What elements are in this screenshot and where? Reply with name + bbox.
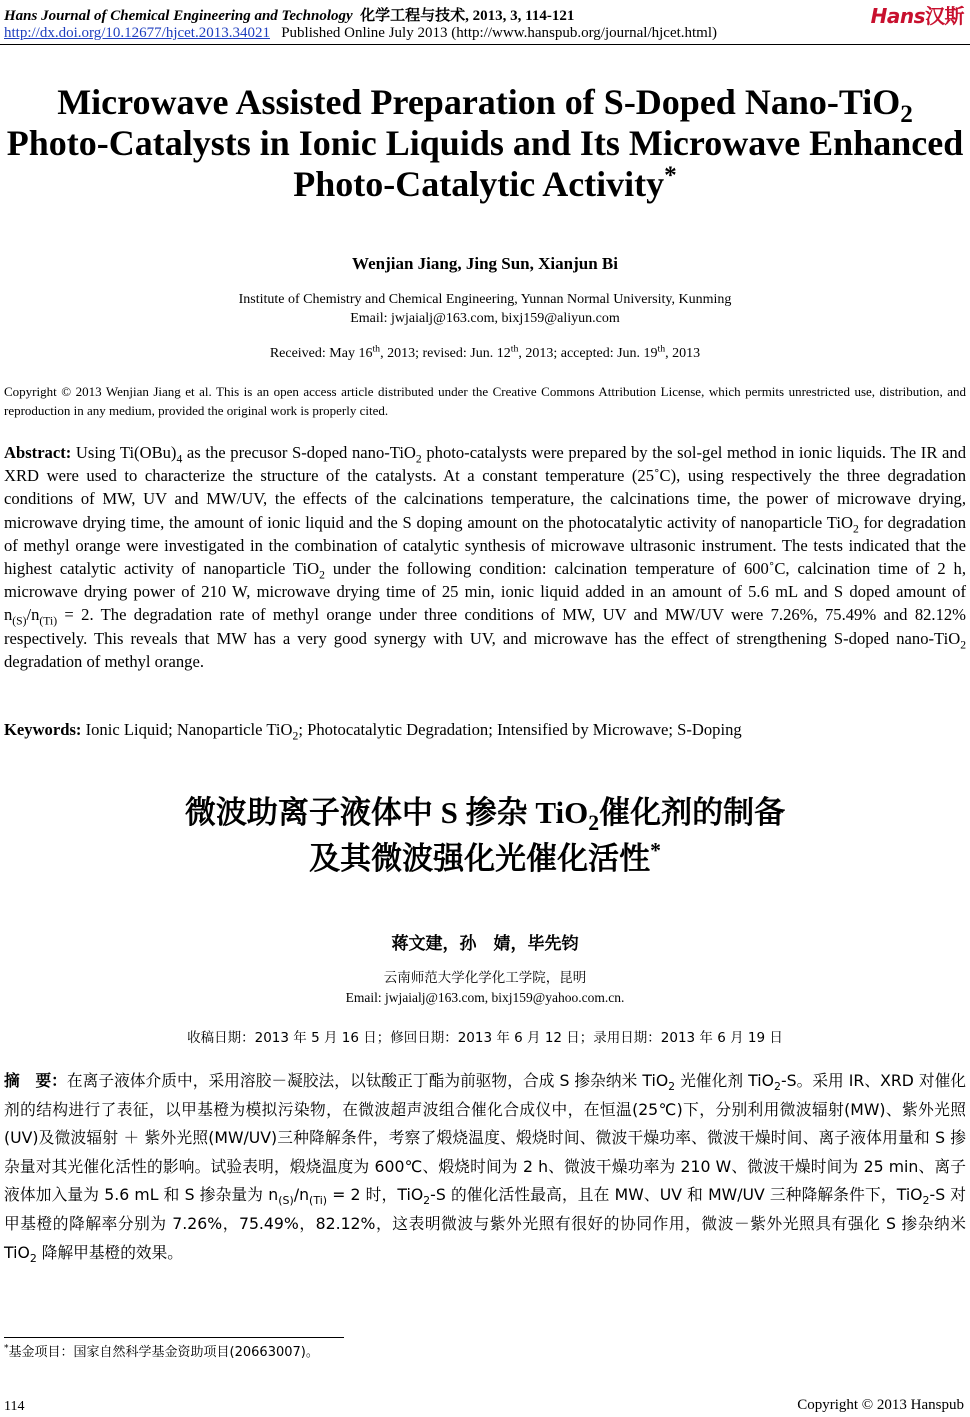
cn-authors: 蒋文建，孙 婧，毕先钧 [391,934,579,954]
doi-line [4,25,717,42]
journal-header [4,4,574,25]
copyright-notice: Copyright © 2013 Wenjian Jiang et al. This is an open access article distributed under the Creative Commons Attribution License, which permits unrestricted use, distribution, and reproduction in any medium, provided the original work is properly cited. [4,384,966,418]
page-number: 114 [4,1399,25,1414]
affiliation-block [0,290,970,328]
received-dates: Received: May 16th, 2013; revised: Jun. 12th, 2013; accepted: Jun. 19th, 2013 [269,343,701,361]
chinese-title [0,790,970,882]
journal-name: Hans Journal of Chemical Engineering and Technology [4,8,353,24]
abstract: Abstract: Using $Ti(OBu)_4$ as the precusor S-doped nano-TiO$_2$ photo-catalysts were prepared by the sol-gel method in ionic liquids. The IR and XRD were used to characterize the structure of the catalysts. At a constant temperature (25˚C), using respectively the three degradation conditions of MW, UV and MW/UV, the effects of the calcinations temperature, the calcinations time, the power of microwave drying, microwave drying time, the amount of ionic liquid and the S doping amount on the photocatalytic activity of nanoparticle TiO$_2$ for degradation of methyl orange were investigated in the combination of catalytic synthesis of microwave ultrasonic instrument. The tests indicated that the highest catalytic activity of nanoparticle TiO$_2$ under the following condition: calcination temperature of 600˚C, calcination time of 2 h, microwave drying power of 210 W, microwave drying time of 25 min, ionic liquid added in an amount of 5.6 mL and S doped amount of $n_{(S)}/n_{(Ti)} = 2$. The degradation rate of methyl orange under three conditions of MW, UV and MW/UV were 7.26%, 75.49% and 82.12% respectively. This reveals that MW has a very good synergy with UV, and microwave has the effect of strengthening S-doped nano-TiO$_2$ degradation of methyl orange. [4,443,966,671]
abstract-label: Abstract: [4,443,72,462]
keywords: Keywords: Ionic Liquid; Nanoparticle TiO$_2$; Photocatalytic Degradation; Intensified by Microwave; S-Doping [4,720,742,743]
logo-text-cn: 汉斯 [925,4,964,28]
cn-received-dates: 收稿日期：2013 年 5 月 16 日；修回日期：2013 年 6 月 12 日；录用日期：2013 年 6 月 19 日 [187,1030,783,1046]
logo-text: Hans [870,4,925,28]
header-divider [0,44,970,45]
cn-email: Email: jwjaialj@163.com, bixj159@yahoo.com.cn. [345,990,625,1005]
email: Email: jwjaialj@163.com, bixj159@aliyun.com [350,311,620,326]
cn-title-line-2: 及其微波强化光催化活性* [309,838,661,877]
title-line-2: Photo-Catalysts in Ionic Liquids and Its Microwave Enhanced [6,123,964,163]
keywords-label: Keywords: [4,720,82,739]
cn-title-line-1: 微波助离子液体中 S 掺杂 TiO$_2$催化剂的制备 [184,795,786,836]
title-line-3: Photo-Catalytic Activity* [293,162,677,204]
published-info: Published Online July 2013 (http://www.hanspub.org/journal/hjcet.html) [281,25,718,41]
cn-abstract: 摘 要：在离子液体介质中，采用溶胶－凝胶法，以钛酸正丁酯为前驱物，合成 S 掺杂纳米 TiO$_2$ 光催化剂 TiO$_2$-S。采用 IR、XRD 对催化剂的结构进行了表征，以甲基橙为模拟污染物，在微波超声波组合催化合成仪中，在恒温(25℃)下，分别利用微波辐射(MW)、紫外光照(UV)及微波辐射 ＋ 紫外光照(MW/UV)三种降解条件，考察了煅烧温度、煅烧时间、微波干燥功率、微波干燥时间、离子液体用量和 S 掺杂量对其光催化活性的影响。试验表明，煅烧温度为 600℃、煅烧时间为 2 h、微波干燥功率为 210 W、微波干燥时间为 25 min、离子液体加入量为 5.6 mL 和 S 掺杂量为 $n_{(S)}/n_{(Ti)} = 2$ 时，TiO$_2$-S 的催化活性最高，且在 MW、UV 和 MW/UV 三种降解条件下，TiO$_2$-S 对甲基橙的降解率分别为 7.26%，75.49%，82.12%，这表明微波与紫外光照有很好的协同作用，微波－紫外光照具有强化 S 掺杂纳米 TiO$_2$ 降解甲基橙的效果。 [4,1071,966,1265]
paper-title [0,82,970,205]
authors: Wenjian Jiang, Jing Sun, Xianjun Bi [352,254,618,273]
footnote-divider [4,1337,344,1338]
doi-link[interactable]: http://dx.doi.org/10.12677/hjcet.2013.34021 [4,25,270,41]
cn-abstract-label: 摘 要： [4,1071,67,1090]
footer-copyright: Copyright © 2013 Hanspub [797,1397,964,1413]
cn-affiliation: 云南师范大学化学化工学院，昆明 [383,970,587,986]
affiliation: Institute of Chemistry and Chemical Engineering, Yunnan Normal University, Kunming [238,292,732,307]
title-line-1: Microwave Assisted Preparation of S-Doped Nano-TiO$_2$ [57,82,913,129]
footnote: *基金项目：国家自然科学基金资助项目(20663007)。 [4,1343,319,1360]
journal-issue: 化学工程与技术, 2013, 3, 114-121 [360,8,575,24]
cn-affiliation-block [0,969,970,1007]
hans-logo [871,0,964,29]
